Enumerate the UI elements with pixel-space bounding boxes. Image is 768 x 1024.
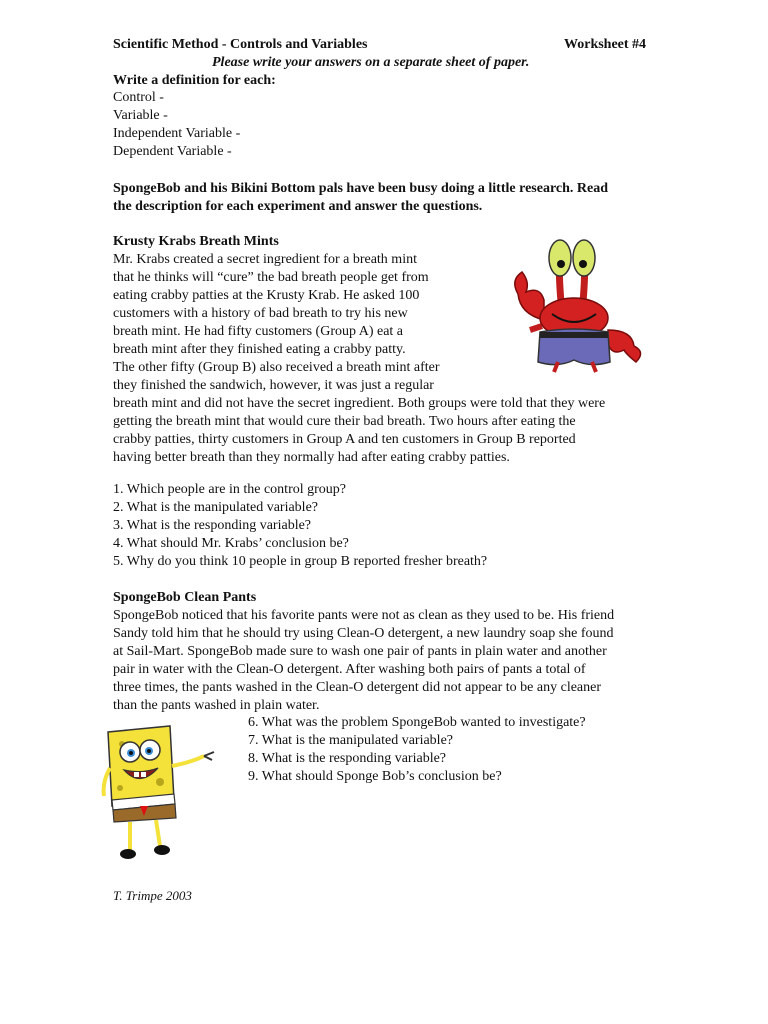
krusty-line: crabby patties, thirty customers in Group A and ten customers in Group B reported [113,432,576,447]
question-4: 4. What should Mr. Krabs’ conclusion be? [113,536,349,551]
spongebob-image [100,722,230,864]
footer-credit: T. Trimpe 2003 [113,888,192,903]
question-3: 3. What is the responding variable? [113,518,312,533]
pants-line: pair in water with the Clean-O detergent. After washing both pairs of pants a total of [113,662,586,677]
definitions-heading: Write a definition for each: [113,73,276,88]
pants-line: than the pants washed in plain water. [113,698,320,713]
krusty-line: breath mint and did not have the secret ingredient. Both groups were told that they were [113,396,606,411]
krusty-line: eating crabby patties at the Krusty Krab. He asked 100 [113,288,420,303]
worksheet-number: Worksheet #4 [564,37,647,52]
definition-control: Control - [113,90,164,105]
krusty-line: customers with a history of bad breath to try his new [113,306,408,321]
mr-krabs-image [500,234,650,374]
question-8: 8. What is the responding variable? [248,751,447,766]
krusty-heading: Krusty Krabs Breath Mints [113,234,279,249]
pants-line: at Sail-Mart. SpongeBob made sure to wash one pair of pants in plain water and another [113,644,607,659]
krusty-line: that he thinks will “cure” the bad breath people get from [113,270,429,285]
definition-independent-variable: Independent Variable - [113,126,241,141]
krusty-line: they finished the sandwich, however, it was just a regular [113,378,434,393]
question-9: 9. What should Sponge Bob’s conclusion be? [248,769,502,784]
krusty-line: breath mint. He had fifty customers (Group A) eat a [113,324,404,339]
pants-line: SpongeBob noticed that his favorite pants were not as clean as they used to be. His friend [113,608,615,623]
intro-line: SpongeBob and his Bikini Bottom pals have been busy doing a little research. Read [113,181,609,196]
pants-paragraph [113,607,658,715]
krusty-line: The other fifty (Group B) also received a breath mint after [113,360,440,375]
answer-instruction: Please write your answers on a separate sheet of paper. [212,55,530,70]
krusty-line: having better breath than they normally had after eating crabby patties. [113,450,510,465]
definition-dependent-variable: Dependent Variable - [113,144,232,159]
krusty-line: Mr. Krabs created a secret ingredient for a breath mint [113,252,417,267]
pants-heading: SpongeBob Clean Pants [113,590,257,605]
pants-line: Sandy told him that he should try using Clean-O detergent, a new laundry soap she found [113,626,614,641]
question-6: 6. What was the problem SpongeBob wanted to investigate? [248,715,586,730]
question-5: 5. Why do you think 10 people in group B reported fresher breath? [113,554,488,569]
question-2: 2. What is the manipulated variable? [113,500,319,515]
krusty-line: getting the breath mint that would cure their bad breath. Two hours after eating the [113,414,576,429]
pants-line: three times, the pants washed in the Clean-O detergent did not appear to be any cleaner [113,680,602,695]
worksheet-title: Scientific Method - Controls and Variables [113,37,368,52]
question-7: 7. What is the manipulated variable? [248,733,454,748]
definition-variable: Variable - [113,108,168,123]
krusty-line: breath mint after they finished eating a crabby patty. [113,342,406,357]
question-1: 1. Which people are in the control group? [113,482,346,497]
intro-line: the description for each experiment and answer the questions. [113,199,483,214]
intro-paragraph [113,180,658,216]
